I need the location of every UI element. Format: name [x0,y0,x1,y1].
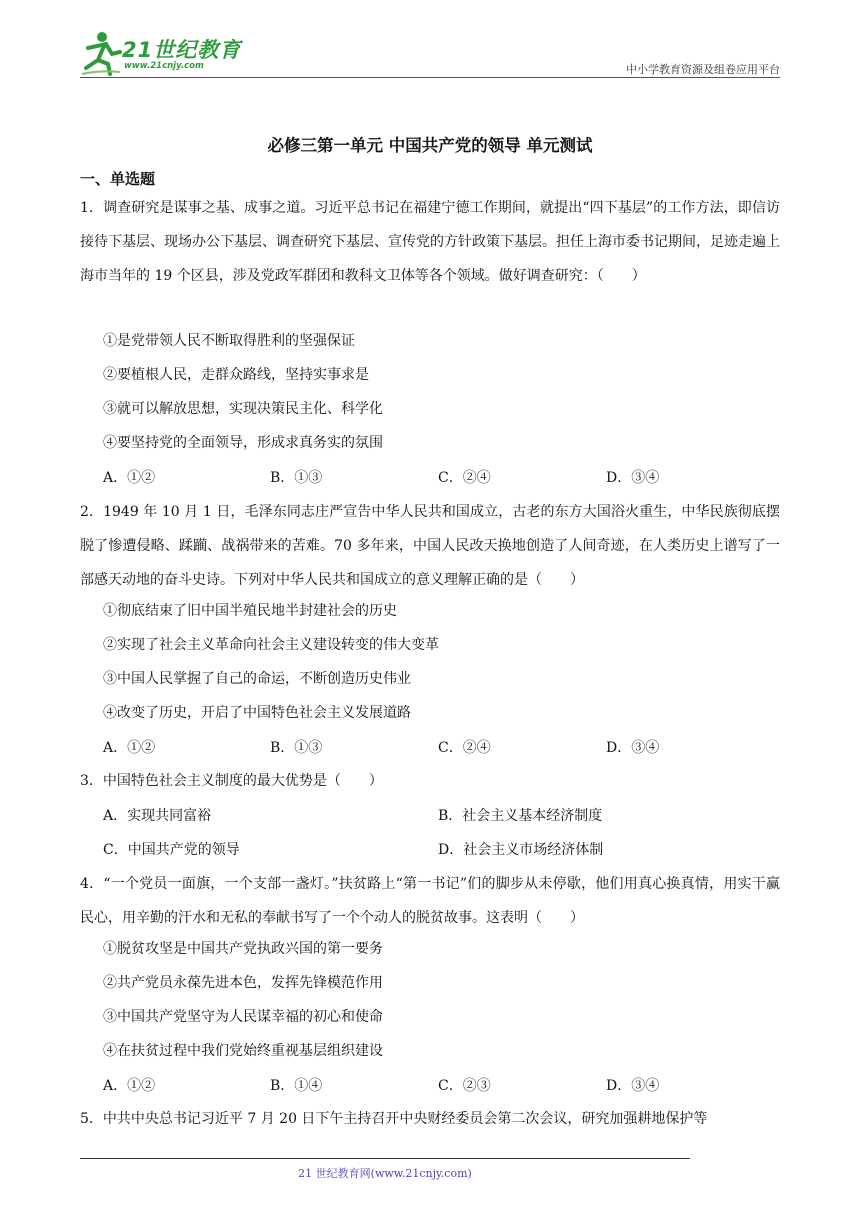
footer-divider [80,1158,690,1159]
question-4-option-1: ①脱贫攻坚是中国共产党执政兴国的第一要务 [103,941,383,957]
question-4-choices [103,1075,783,1095]
question-4-option-2: ②共产党员永葆先进本色，发挥先锋模范作用 [103,975,383,991]
footer-link[interactable]: 21 世纪教育网(www.21cnjy.com) [298,1167,472,1180]
choice-a[interactable]: A．①② [103,1078,156,1094]
question-2-option-3: ③中国人民掌握了自己的命运，不断创造历史伟业 [103,671,411,687]
choice-b[interactable]: B．①④ [270,1078,323,1094]
logo-url: www.21cnjy.com [124,61,204,71]
choice-a[interactable]: A．①② [103,470,156,486]
choice-c[interactable]: C．②④ [438,470,491,486]
document-title: 必修三第一单元 中国共产党的领导 单元测试 [267,136,593,155]
choice-b[interactable]: B．①③ [270,470,323,486]
question-2-stem: 2．1949 年 10 月 1 日，毛泽东同志庄严宣告中华人民共和国成立，古老的东方大国浴火重生，中华民族彻底摆脱了惨遭侵略、蹂躏、战祸带来的苦难。70 多年来，中国人民改天换地创造了人间奇迹，在人类历史上谱写了一部感天动地的奋斗史诗。下列对中华人民共和国成立的意义理解正确的是（ ） [80,504,780,588]
question-4-option-3: ③中国共产党坚守为人民谋幸福的初心和使命 [103,1009,383,1025]
question-2-option-2: ②实现了社会主义革命向社会主义建设转变的伟大变革 [103,637,439,653]
question-1-option-3: ③就可以解放思想，实现决策民主化、科学化 [103,401,383,417]
question-1-option-2: ②要植根人民，走群众路线，坚持实事求是 [103,367,369,383]
choice-d[interactable]: D．社会主义市场经济体制 [438,842,604,858]
choice-c[interactable]: C．②③ [438,1078,491,1094]
choice-b[interactable]: B．①③ [270,740,323,756]
choice-a[interactable]: A．①② [103,740,156,756]
question-3-choices-row-1 [103,805,783,825]
question-2-choices [103,737,783,757]
question-3-stem: 3．中国特色社会主义制度的最大优势是（ ） [80,773,383,789]
question-3-choices-row-2 [103,839,783,859]
question-1-option-1: ①是党带领人民不断取得胜利的坚强保证 [103,333,355,349]
platform-tagline: 中小学教育资源及组卷应用平台 [626,63,780,76]
section-heading: 一、单选题 [80,170,156,188]
question-4-option-4: ④在扶贫过程中我们党始终重视基层组织建设 [103,1043,383,1059]
header-divider [80,77,780,78]
question-2-option-4: ④改变了历史，开启了中国特色社会主义发展道路 [103,705,411,721]
page-header [80,30,780,82]
question-4-stem: 4．“一个党员一面旗，一个支部一盏灯。”扶贫路上“第一书记”们的脚步从未停歇，他们用真心换真情，用实干赢民心，用辛勤的汗水和无私的奉献书写了一个个动人的脱贫故事。这表明（ ） [80,876,780,926]
site-logo[interactable] [80,30,250,78]
question-5-stem: 5．中共中央总书记习近平 7 月 20 日下午主持召开中央财经委员会第二次会议，研究加强耕地保护等 [80,1111,708,1127]
choice-a[interactable]: A．实现共同富裕 [103,808,212,824]
choice-c[interactable]: C．中国共产党的领导 [103,842,240,858]
choice-d[interactable]: D．③④ [606,1078,660,1094]
runner-icon [80,30,122,76]
question-1-option-4: ④要坚持党的全面领导，形成求真务实的氛围 [103,435,383,451]
question-1-choices [103,467,783,487]
question-1-stem: 1．调查研究是谋事之基、成事之道。习近平总书记在福建宁德工作期间，就提出“四下基层”的工作方法，即信访接待下基层、现场办公下基层、调查研究下基层、宣传党的方针政策下基层。担任上海市委书记期间，足迹走遍上海市当年的 19 个区县，涉及党政军群团和教科文卫体等各个领域。做好调查研究：（ ） [80,200,780,284]
choice-b[interactable]: B．社会主义基本经济制度 [438,808,603,824]
choice-d[interactable]: D．③④ [606,740,660,756]
question-2-option-1: ①彻底结束了旧中国半殖民地半封建社会的历史 [103,603,397,619]
choice-c[interactable]: C．②④ [438,740,491,756]
logo-text: 21世纪教育 [122,38,242,62]
choice-d[interactable]: D．③④ [606,470,660,486]
